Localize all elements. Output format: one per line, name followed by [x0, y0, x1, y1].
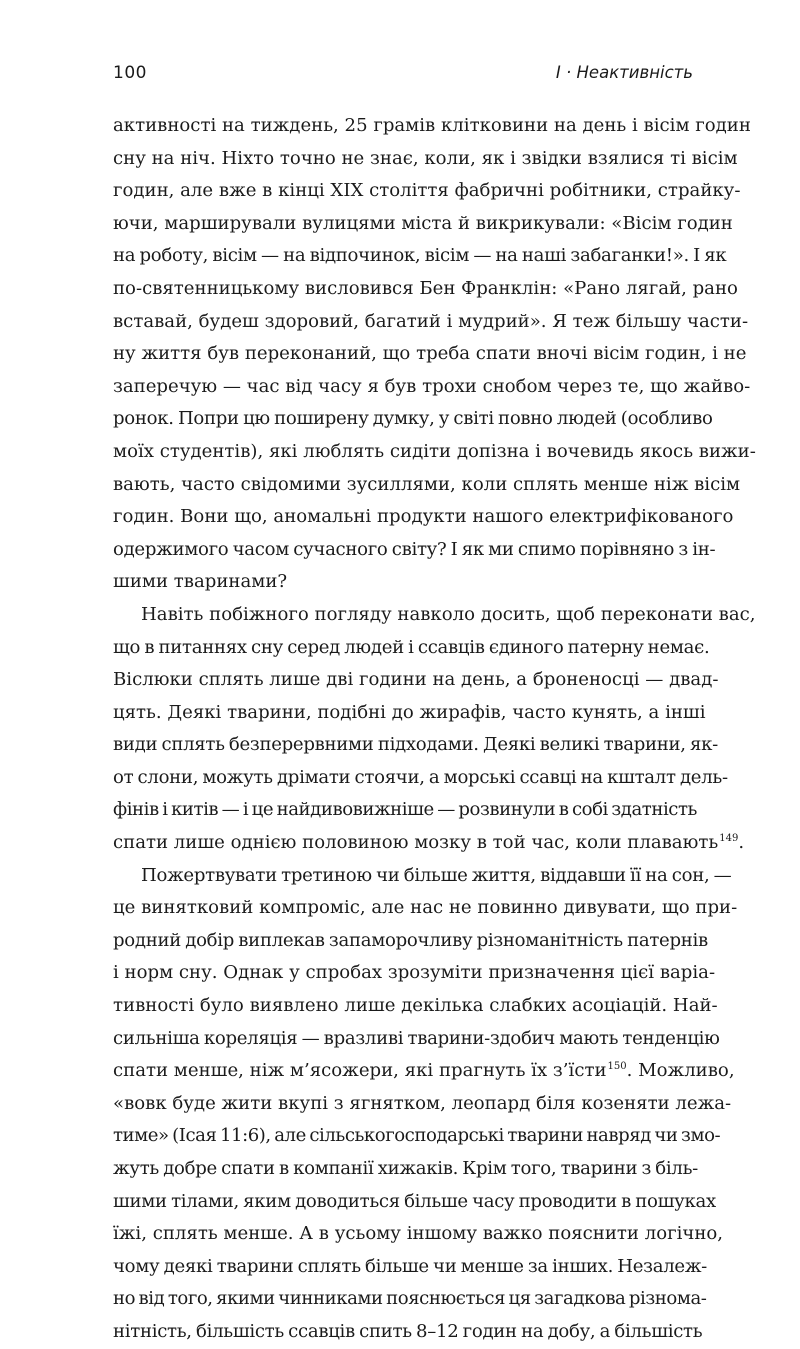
text-line: родний добір виплекав запаморочливу різноманітність патернів	[113, 929, 708, 951]
text-line: нітність, більшість ссавців спить 8–12 годин на добу, а більшість	[113, 1320, 703, 1342]
line-tail: . Можливо,	[626, 1060, 735, 1082]
text-line-with-footnote	[113, 1055, 735, 1088]
text-line: чому деякі тварини сплять більше чи менше за інших. Незалеж-	[113, 1255, 707, 1277]
footnote-reference[interactable]: 150	[607, 1060, 627, 1072]
line-text: спати лише однією половиною мозку в той час, коли плавають	[113, 832, 719, 854]
text-line: заперечую — час від часу я був трохи снобом через те, що жайво-	[113, 375, 751, 397]
text-line: но від того, якими чинниками пояснюється ця загадкова різнома-	[113, 1288, 707, 1310]
text-line: ронок. Попри цю поширену думку, у світі повно людей (особливо	[113, 408, 713, 430]
text-line: от слони, можуть дрімати стоячи, а морські ссавці на кшталт дель-	[113, 766, 728, 788]
text-line: годин, але вже в кінці XIX століття фабричні робітники, страйку-	[113, 180, 741, 202]
text-line: це винятковий компроміс, але нас не повинно дивувати, що при-	[113, 897, 738, 919]
text-line: сильніша кореляція — вразливі тварини-здобич мають тенденцію	[113, 1027, 720, 1049]
page-number: 100	[113, 63, 147, 83]
text-line: Навіть побіжного погляду навколо досить, щоб переконати вас,	[141, 603, 756, 625]
text-line: активності на тиждень, 25 грамів клітковини на день і вісім годин	[113, 115, 751, 136]
running-head	[113, 63, 693, 91]
text-line: моїх студентів), які люблять сидіти допізна і вочевидь якось вижи-	[113, 440, 756, 462]
text-line: Віслюки сплять лише дві години на день, а броненосці — двад-	[113, 669, 719, 691]
text-line: види сплять безперервними підходами. Деякі великі тварини, як-	[113, 734, 718, 756]
line-tail: .	[738, 832, 745, 854]
line-text: спати менше, ніж м’ясожери, які прагнуть їх з’їсти	[113, 1060, 607, 1082]
text-line: Пожертвувати третиною чи більше життя, віддавши її на сон, —	[141, 864, 732, 886]
text-line: ну життя був переконаний, що треба спати вночі вісім годин, і не	[113, 343, 747, 365]
text-line: фінів і китів — і це найдивовижніше — розвинули в собі здатність	[113, 799, 697, 821]
section-title: I · Неактивність	[555, 63, 693, 82]
text-line: шими тілами, яким доводиться більше часу проводити в пошуках	[113, 1190, 716, 1212]
text-line: ючи, марширували вулицями міста й викрикували: «Вісім годин	[113, 212, 733, 234]
text-line: сну на ніч. Ніхто точно не знає, коли, як і звідки взялися ті вісім	[113, 147, 738, 169]
text-line: що в питаннях сну серед людей і ссавців єдиного патерну немає.	[113, 636, 710, 658]
text-line: тивності було виявлено лише декілька слабких асоціацій. Най-	[113, 995, 718, 1017]
body-text	[113, 110, 756, 1349]
text-line: жуть добре спати в компанії хижаків. Крім того, тварини з біль-	[113, 1158, 698, 1179]
text-line: по-святенницькому висловився Бен Франклін: «Рано лягай, рано	[113, 277, 738, 299]
text-line-with-footnote	[113, 827, 745, 860]
text-line: тиме» (Ісая 11:6), але сільськогосподарські тварини навряд чи змо-	[113, 1125, 721, 1147]
text-line: і норм сну. Однак у спробах зрозуміти призначення цієї варіа-	[113, 962, 716, 984]
text-line: на роботу, вісім — на відпочинок, вісім — на наші забаганки!». І як	[113, 245, 727, 267]
text-line: вставай, будеш здоровий, багатий і мудрий». Я теж більшу части-	[113, 310, 749, 332]
text-line: їжі, сплять менше. А в усьому іншому важко пояснити логічно,	[113, 1223, 724, 1245]
text-line: цять. Деякі тварини, подібні до жирафів, часто кунять, а інші	[113, 701, 706, 723]
footnote-reference[interactable]: 149	[719, 832, 739, 844]
text-line: «вовк буде жити вкупі з ягнятком, леопард біля козеняти лежа-	[113, 1092, 732, 1114]
text-line: шими тваринами?	[113, 571, 288, 593]
text-line: вають, часто свідомими зусиллями, коли сплять менше ніж вісім	[113, 473, 741, 495]
text-line: годин. Вони що, аномальні продукти нашого електрифікованого	[113, 506, 734, 528]
text-line: одержимого часом сучасного світу? І як ми спимо порівняно з ін-	[113, 538, 716, 560]
